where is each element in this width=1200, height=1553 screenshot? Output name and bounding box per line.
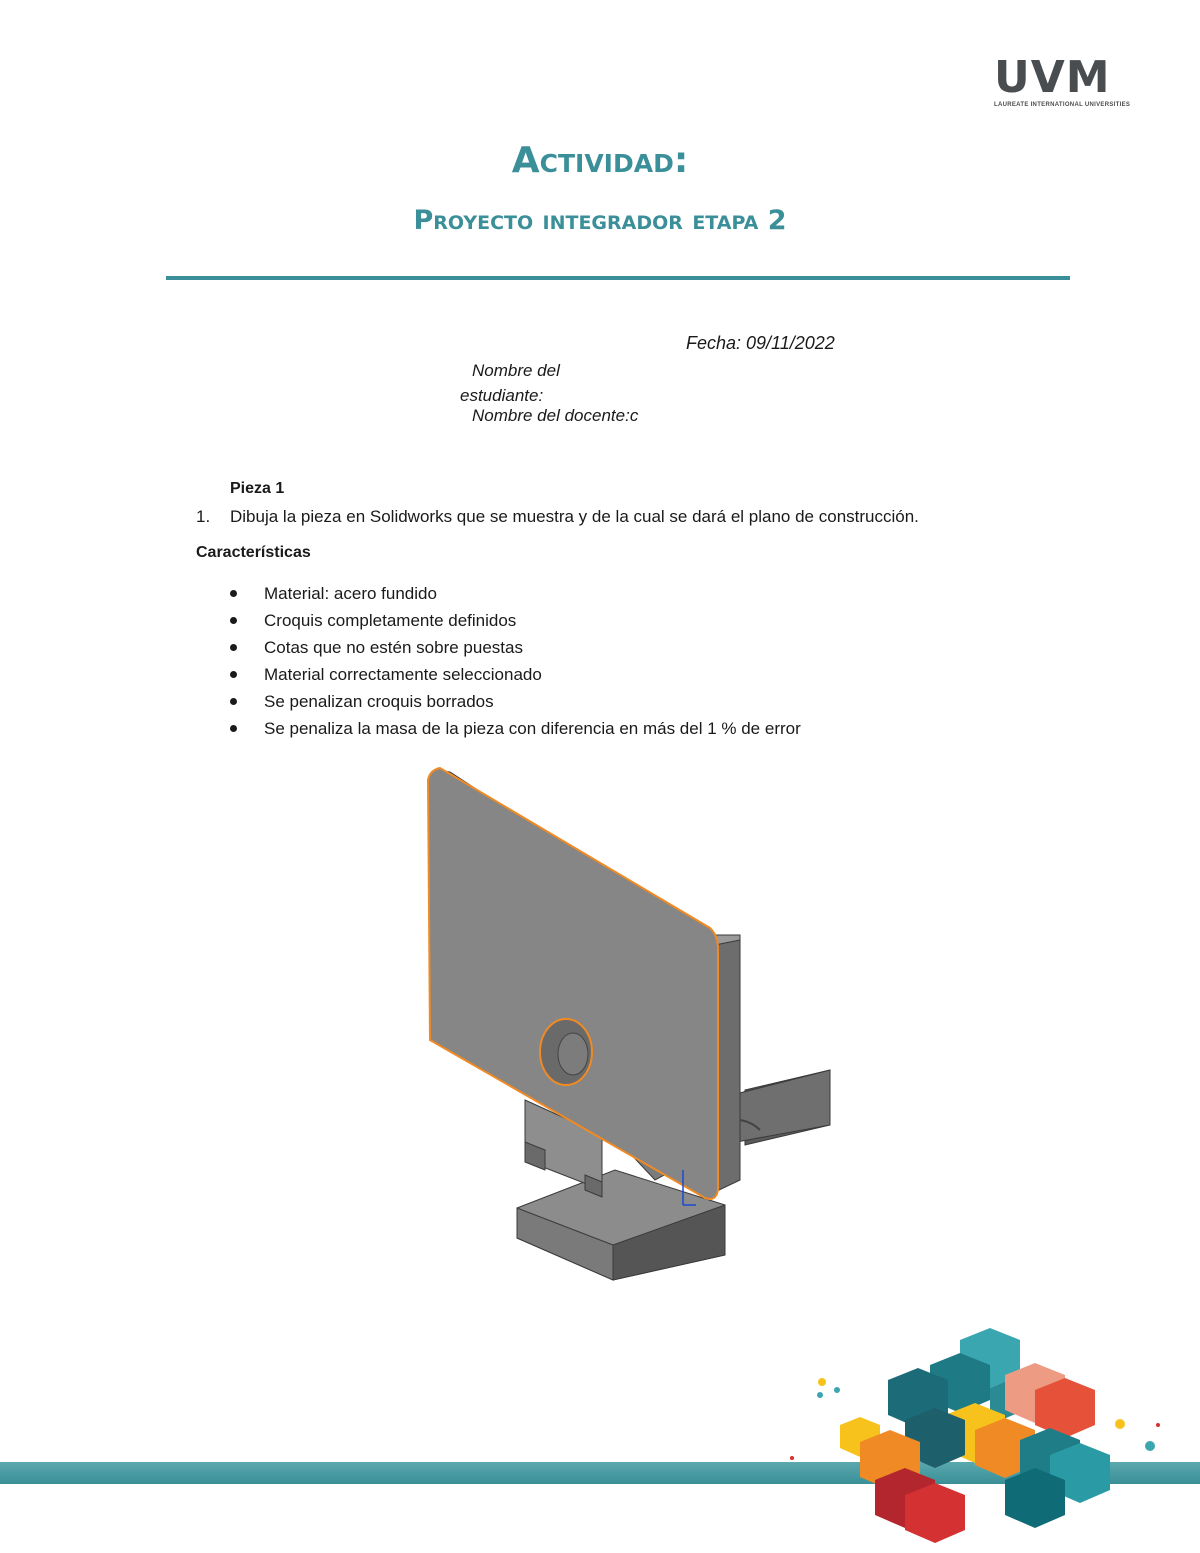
features-title: Características bbox=[196, 544, 311, 561]
bullet-icon bbox=[230, 725, 237, 732]
list-item bbox=[226, 634, 801, 661]
list-item bbox=[226, 580, 801, 607]
bullet-icon bbox=[230, 671, 237, 678]
instruction-number: 1. bbox=[196, 507, 211, 526]
feature-text: Material correctamente seleccionado bbox=[264, 665, 542, 684]
list-item bbox=[226, 661, 801, 688]
list-item bbox=[226, 688, 801, 715]
project-title: Proyecto integrador etapa 2 bbox=[413, 205, 787, 236]
piece-title: Pieza 1 bbox=[230, 480, 285, 497]
activity-title: Actividad: bbox=[511, 140, 689, 181]
instruction bbox=[196, 507, 919, 527]
bullet-icon bbox=[230, 590, 237, 597]
teacher-name-label: Nombre del docente:c bbox=[472, 406, 639, 425]
logo-tagline: LAUREATE INTERNATIONAL UNIVERSITIES bbox=[994, 102, 1131, 108]
feature-text: Se penalizan croquis borrados bbox=[264, 692, 494, 711]
feature-text: Cotas que no estén sobre puestas bbox=[264, 638, 523, 657]
instruction-text: Dibuja la pieza en Solidworks que se muestra y de la cual se dará el plano de construcción. bbox=[230, 507, 919, 526]
features-list bbox=[226, 580, 801, 742]
decorative-cubes-graphic bbox=[780, 1320, 1200, 1553]
feature-text: Croquis completamente definidos bbox=[264, 611, 517, 630]
date-field: Fecha: 09/11/2022 bbox=[686, 333, 835, 353]
student-name-line2: estudiante: bbox=[460, 386, 544, 405]
uvm-logo bbox=[994, 52, 1131, 108]
feature-text: Se penaliza la masa de la pieza con diferencia en más del 1 % de error bbox=[264, 719, 801, 738]
bullet-icon bbox=[230, 617, 237, 624]
bullet-icon bbox=[230, 644, 237, 651]
part-render-image bbox=[380, 750, 860, 1300]
logo-wordmark: UVM bbox=[994, 52, 1111, 103]
student-name-label bbox=[460, 358, 560, 408]
list-item bbox=[226, 607, 801, 634]
title-divider bbox=[166, 276, 1070, 280]
bullet-icon bbox=[230, 698, 237, 705]
list-item bbox=[226, 715, 801, 742]
student-name-line1: Nombre del bbox=[472, 361, 560, 380]
feature-text: Material: acero fundido bbox=[264, 584, 437, 603]
